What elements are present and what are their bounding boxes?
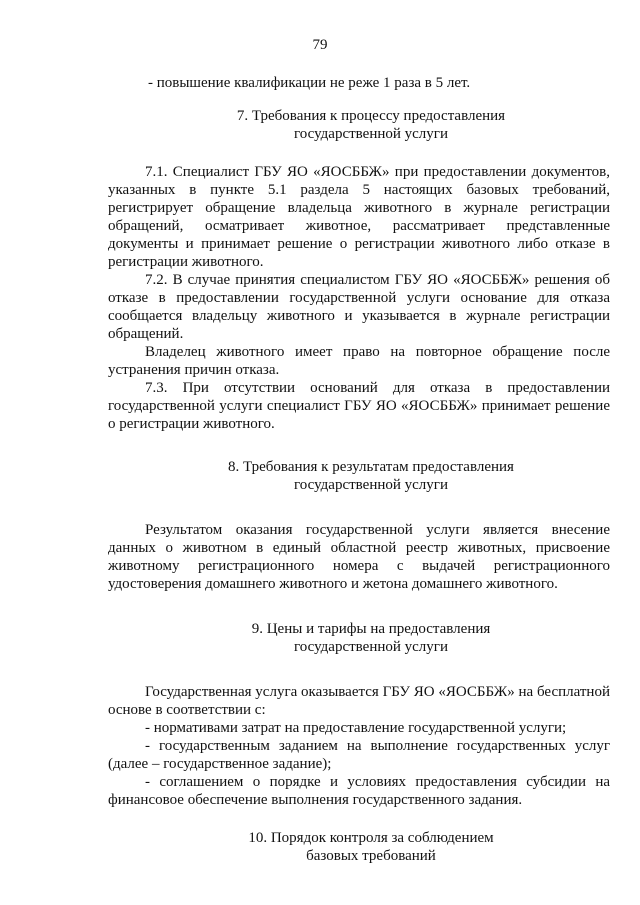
section-8-heading-line1: 8. Требования к результатам предоставления: [228, 459, 514, 475]
section-8-paragraph: Результатом оказания государственной услуги является внесение данных о животном в единый областной реестр животных, присвоение животному регистрационного номера с выдачей регистрационного удостоверения домашнего животного и жетона домашнего животного.: [108, 522, 610, 592]
section-9-paragraph-1: Государственная услуга оказывается ГБУ ЯО «ЯОСББЖ» на бесплатной основе в соответствии с:: [108, 684, 610, 718]
section-10-heading-line1: 10. Порядок контроля за соблюдением: [248, 830, 494, 846]
section-9-heading-line1: 9. Цены и тарифы на предоставления: [251, 621, 491, 637]
section-9-list-item-2: - государственным заданием на выполнение государственных услуг (далее – государственное задание);: [108, 738, 610, 772]
section-7-body: [108, 163, 610, 433]
section-8-body: [108, 521, 610, 593]
section-7-heading: [108, 107, 610, 143]
section-9-heading: [108, 620, 610, 656]
section-8-heading-line2: государственной услуги: [294, 477, 448, 493]
section-7-paragraph-1: 7.1. Специалист ГБУ ЯО «ЯОСББЖ» при предоставлении документов, указанных в пункте 5.1 раздела 5 настоящих базовых требований, регистрирует обращение владельца животного в журнале регистрации обращений, осматривает животное, рассматривает представленные документы и принимает решение о регистрации животного либо отказе в регистрации животного.: [108, 164, 610, 270]
section-8-heading: [108, 458, 610, 494]
intro-list-item: - повышение квалификации не реже 1 раза в 5 лет.: [148, 75, 471, 91]
section-7-heading-line2: государственной услуги: [294, 126, 448, 142]
document-body: [108, 74, 610, 865]
section-7-paragraph-3: Владелец животного имеет право на повторное обращение после устранения причин отказа.: [108, 344, 610, 378]
page-number: 79: [312, 37, 328, 53]
section-9-list-item-3: - соглашением о порядке и условиях предоставления субсидии на финансовое обеспечение выполнения государственного задания.: [108, 774, 610, 808]
section-9-heading-line2: государственной услуги: [294, 639, 448, 655]
section-10-heading-line2: базовых требований: [306, 848, 436, 864]
section-7-heading-line1: 7. Требования к процессу предоставления: [236, 108, 506, 124]
section-9-body: [108, 683, 610, 809]
section-10-heading: [108, 829, 610, 865]
section-7-paragraph-2: 7.2. В случае принятия специалистом ГБУ ЯО «ЯОСББЖ» решения об отказе в предоставлении государственной услуги основание для отказа сообщается владельцу животного и указывается в журнале регистрации обращений.: [108, 272, 610, 342]
section-9-list-item-1: - нормативами затрат на предоставление государственной услуги;: [145, 720, 567, 736]
section-7-paragraph-4: 7.3. При отсутствии оснований для отказа в предоставлении государственной услуги специалист ГБУ ЯО «ЯОСББЖ» принимает решение о регистрации животного.: [108, 380, 610, 432]
